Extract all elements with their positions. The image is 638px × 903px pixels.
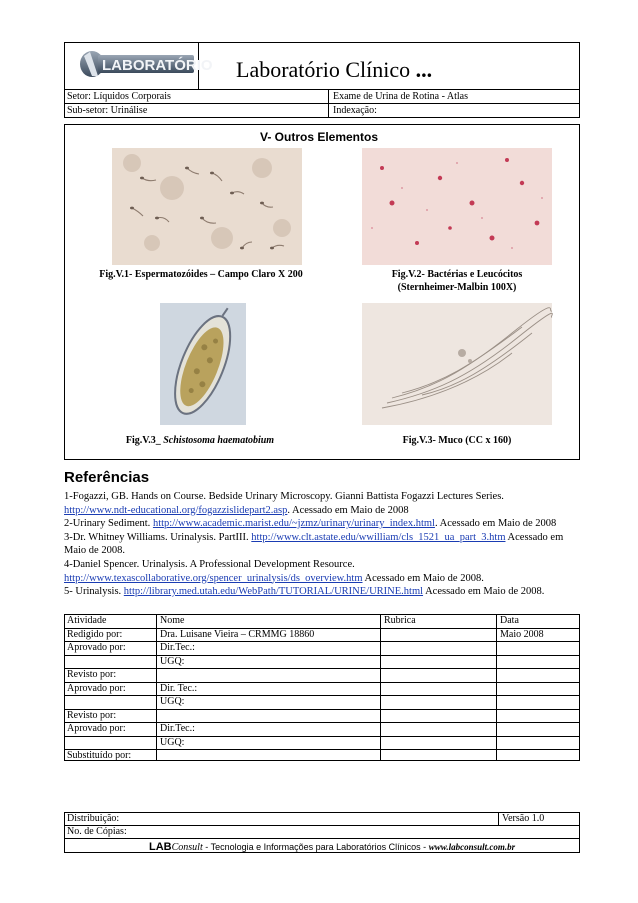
reference-link[interactable]: http://www.academic.marist.edu/~jzmz/urinary/urinary_index.html xyxy=(152,518,435,530)
logo-text: LABORATÓRIO xyxy=(102,57,213,74)
lab-logo xyxy=(78,46,213,80)
col-divider xyxy=(496,614,497,761)
labconsult-line: LABConsult - Tecnologia e Informações para Laboratórios Clínicos - www.labconsult.com.br xyxy=(149,841,516,853)
table-row-divider xyxy=(64,682,580,683)
table-cell: Dir.Tec.: xyxy=(160,723,195,734)
table-cell: UGQ: xyxy=(160,736,185,748)
table-row-divider xyxy=(64,655,580,656)
versao-label: Versão 1.0 xyxy=(502,813,545,824)
table-cell: UGQ: xyxy=(160,655,185,667)
exame-label: Exame de Urina de Rotina - Atlas xyxy=(333,91,468,102)
reference-item: 5- Urinalysis. http://library.med.utah.edu/WebPath/TUTORIAL/URINE/URINE.html Acessado em Maio de 2008. xyxy=(64,586,545,598)
table-cell: Redigido por: xyxy=(67,628,123,640)
references-list xyxy=(64,490,574,599)
figure-4-caption: Fig.V.3- Muco (CC x 160) xyxy=(402,435,512,446)
table-cell: Dir. Tec.: xyxy=(160,682,198,694)
subsetor-label: Sub-setor: Urinálise xyxy=(67,105,148,116)
footer-divider xyxy=(64,825,580,826)
figure-sperm-image xyxy=(112,148,302,265)
table-cell: UGQ: xyxy=(160,696,185,707)
reference-item: 4-Daniel Spencer. Urinalysis. A Professional Development Resource. http://www.texascollaborative.org/spencer_urinalysis/ds_overview.htm Acessado em Maio de 2008. xyxy=(64,558,484,584)
table-cell: Dir.Tec.: xyxy=(160,642,195,653)
figure-schistosoma-image xyxy=(160,303,246,425)
table-row-divider xyxy=(64,749,580,750)
table-cell: Maio 2008 xyxy=(500,628,544,640)
reference-item: 2-Urinary Sediment. http://www.academic.marist.edu/~jzmz/urinary/urinary_index.html. Acessado em Maio de 2008 xyxy=(64,518,557,530)
figure-bacteria-image xyxy=(362,148,552,265)
table-cell: Substituído por: xyxy=(67,750,132,761)
reference-link[interactable]: http://library.med.utah.edu/WebPath/TUTORIAL/URINE/URINE.html xyxy=(123,586,424,598)
table-cell: Revisto por: xyxy=(67,709,117,721)
table-row-divider xyxy=(64,736,580,737)
copias-label: No. de Cópias: xyxy=(67,826,127,837)
reference-link[interactable]: http://www.texascollaborative.org/spencer_urinalysis/ds_overview.htm xyxy=(64,572,363,584)
figure-3-caption: Fig.V.3_ Schistosoma haematobium xyxy=(125,435,275,446)
table-cell: Dra. Luisane Vieira – CRMMG 18860 xyxy=(160,628,315,640)
setor-label: Setor: Líquidos Corporais xyxy=(67,91,171,102)
section-title: V- Outros Elementos xyxy=(259,130,379,144)
col-divider xyxy=(380,614,381,761)
indexacao-label: Indexação: xyxy=(333,105,377,116)
table-row-divider xyxy=(64,722,580,723)
references-title: Referências xyxy=(64,469,150,486)
col-divider xyxy=(156,614,157,761)
table-row-divider xyxy=(64,695,580,696)
table-row-divider xyxy=(64,668,580,669)
figure-2-caption: Fig.V.2- Bactérias e Leucócitos (Sternheimer-Malbin 100X) xyxy=(391,269,523,293)
distribuicao-label: Distribuição: xyxy=(67,813,120,824)
reference-item: 1-Fogazzi, GB. Hands on Course. Bedside Urinary Microscopy. Gianni Battista Fogazzi Lectures Series. http://www.ndt-educational.org/fogazzislidepart2.asp. Acessado em Maio de 2008 xyxy=(64,491,504,516)
table-row-divider xyxy=(64,641,580,642)
footer-col-divider xyxy=(498,812,499,825)
reference-link[interactable]: http://www.ndt-educational.org/fogazzislidepart2.asp xyxy=(64,504,288,516)
table-header-cell: Atividade xyxy=(67,615,107,626)
table-cell: Aprovado por: xyxy=(67,642,126,653)
header-divider-1 xyxy=(64,89,580,90)
footer-divider xyxy=(64,838,580,839)
table-cell: Aprovado por: xyxy=(67,723,126,734)
reference-link[interactable]: http://www.clt.astate.edu/wwilliam/cls_1521_ua_part_3.htm xyxy=(251,531,506,543)
table-header-cell: Rubrica xyxy=(384,615,416,626)
figure-1-caption: Fig.V.1- Espermatozóides – Campo Claro X 200 xyxy=(99,269,303,280)
header-mid-divider xyxy=(328,89,329,118)
figure-mucus-image xyxy=(362,303,552,425)
table-cell: Aprovado por: xyxy=(67,682,126,694)
reference-item: 3-Dr. Whitney Williams. Urinalysis. PartIII. http://www.clt.astate.edu/wwilliam/cls_1521_ua_part_3.htm Acessado em Maio de 2008. xyxy=(64,531,564,557)
page-title: Laboratório Clínico ... xyxy=(236,57,433,82)
table-header-cell: Nome xyxy=(160,615,185,626)
table-row-divider xyxy=(64,709,580,710)
table-cell: Revisto por: xyxy=(67,669,117,680)
header-divider-2 xyxy=(64,103,580,104)
table-header-cell: Data xyxy=(500,615,519,626)
